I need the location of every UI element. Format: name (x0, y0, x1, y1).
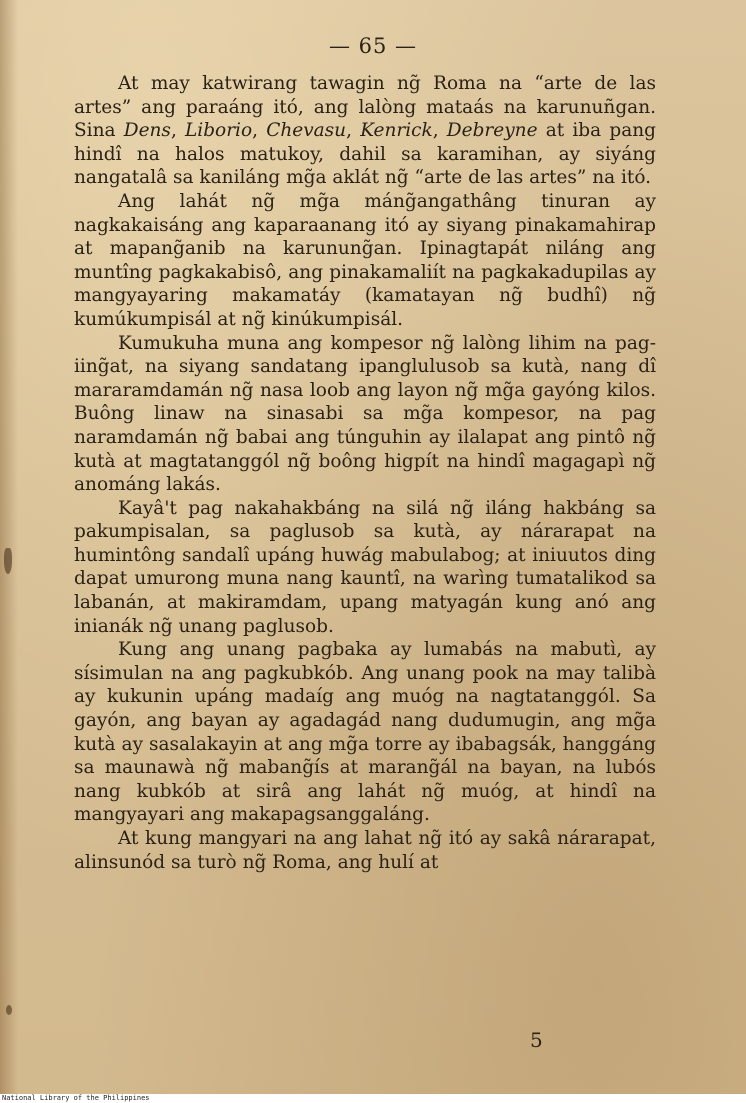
text-run: Ang lahát ng̃ mg̃a máng̃angathâng tinuran ay nagkakaisáng ang kaparaanang itó ay siyang pinakamahirap at mapang̃anib na karunung̃an. Ipinagtapát niláng ang muntîng pagkakabisô, ang pinakamaliít na pagkakadupilas ay mangyayaring makamatáy (kamatayan ng̃ budhî) ng̃ kumúkumpisál at ng̃ kinúkumpisál. (74, 190, 656, 330)
italic-name: Debreyne (446, 120, 538, 142)
italic-name: Dens (123, 120, 171, 142)
page-number-header: — 65 — (328, 34, 418, 58)
text-run: At kung mangyari na ang lahat ng̃ itó ay sakâ nárarapat, alinsunód sa turò ng̃ Roma, ang hulí at (74, 828, 656, 873)
paragraph (74, 638, 656, 827)
italic-name: Liborio (185, 120, 253, 142)
paragraph (74, 497, 656, 639)
body-text (74, 72, 656, 874)
page-edge-shadow (0, 0, 18, 1094)
ink-blot-mark (6, 1005, 12, 1015)
paragraph (74, 190, 656, 332)
signature-mark: 5 (530, 1028, 543, 1052)
text-run: , (252, 120, 267, 142)
paragraph (74, 72, 656, 190)
text-run: , (432, 120, 447, 142)
text-run: at iba pang hindî na halos matukoy, dahil sa karamihan, ay siyáng nangatalâ sa kaniláng mg̃a aklát ng̃ “arte de las artes” na itó. (74, 120, 656, 189)
italic-name: Chevasu (266, 120, 347, 142)
text-run: At may katwirang tawagin ng̃ Roma na “arte de las artes” ang paraáng itó, ang lalòng mataás na karunuñgan. Sina (74, 73, 656, 142)
text-run: , (170, 120, 186, 142)
text-run: Kung ang unang pagbaka ay lumabás na mabutì, ay sísimulan na ang pagkubkób. Ang unang pook na may talibà ay kukunin upáng madaíg ang muóg na nagtatanggól. Sa gayón, ang bayan ay agadagád nang dudumugin, ang mg̃a kutà ay sasalakayin at ang mg̃a torre ay ibabagsák, hanggáng sa maunawà ng̃ mabang̃ís at marang̃ál na bayan, na lubós nang kubkób at sirâ ang lahát ng̃ muóg, at hindî na mangyayari ang makapagsanggaláng. (74, 639, 656, 826)
text-run: Kumukuha muna ang kompesor ng̃ lalòng lihim na pag-iing̃at, na siyang sandatang ipanglulusob sa kutà, nang dî mararamdamán ng̃ nasa loob ang layon ng̃ mg̃a gayóng kilos. Buông linaw na sinasabi sa mg̃a kompesor, na pag naramdamán ng̃ babai ang túnguhin ay ilalapat ang pintô ng̃ kutà at magtatanggól ng̃ boông higpít na hindî magagapì ng̃ anománg lakás. (74, 332, 656, 496)
ink-blot-mark (4, 548, 12, 574)
paragraph (74, 827, 656, 874)
paragraph (74, 332, 656, 497)
italic-name: Kenrick (360, 120, 433, 142)
text-run: , (346, 120, 361, 142)
footer-credit: National Library of the Philippines (2, 1094, 150, 1102)
text-run: Kayâ't pag nakahakbáng na silá ng̃ iláng hakbáng sa pakumpisalan, sa paglusob sa kutà, ay nárarapat na humintông sandalî upáng huwág mabulabog; at iniuutos ding dapat umurong muna nang kauntî, na warìng tumatalikod sa labanán, at makiramdam, upang matyagán kung anó ang inianák ng̃ unang paglusob. (74, 497, 656, 637)
